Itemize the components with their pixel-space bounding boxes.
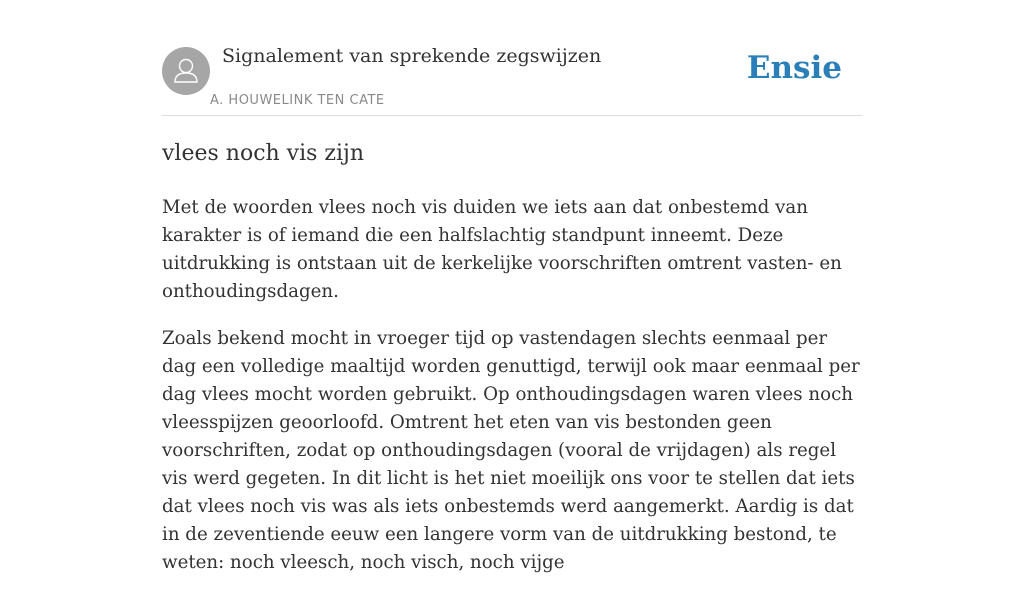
user-avatar-icon[interactable] [162, 47, 210, 95]
article-paragraph: Met de woorden vlees noch vis duiden we iets aan dat onbestemd van karakter is of iemand die een halfslachtig standpunt inneemt. Deze uitdrukking is ontstaan uit de kerkelijke voorschriften omtrent vasten- en onthoudingsdagen. [162, 197, 842, 302]
author-name[interactable]: A. HOUWELINK TEN CATE [210, 93, 385, 108]
user-silhouette-icon [162, 47, 210, 95]
article-body [162, 138, 862, 596]
source-header [162, 0, 862, 116]
source-title[interactable]: Signalement van sprekende zegswijzen [222, 45, 602, 67]
article-paragraph: Zoals bekend mocht in vroeger tijd op vastendagen slechts eenmaal per dag een volledige maaltijd worden genuttigd, terwijl ook maar eenmaal per dag vlees mocht worden gebruikt. Op onthoudingsdagen waren vlees noch vleesspijzen geoorloofd. Omtrent het eten van vis bestonden geen voorschriften, zodat op onthoudingsdagen (vooral de vrijdagen) als regel vis werd gegeten. In dit licht is het niet moeilijk ons voor te stellen dat iets dat vlees noch vis was als iets onbestemds werd aangemerkt. Aardig is dat in de zeventiende eeuw een langere vorm van de uitdrukking bestond, te weten: noch vleesch, noch visch, noch vijge [162, 328, 860, 573]
ensie-logo[interactable]: Ensie [746, 50, 842, 86]
entry-headword: vlees noch vis zijn [162, 141, 365, 166]
